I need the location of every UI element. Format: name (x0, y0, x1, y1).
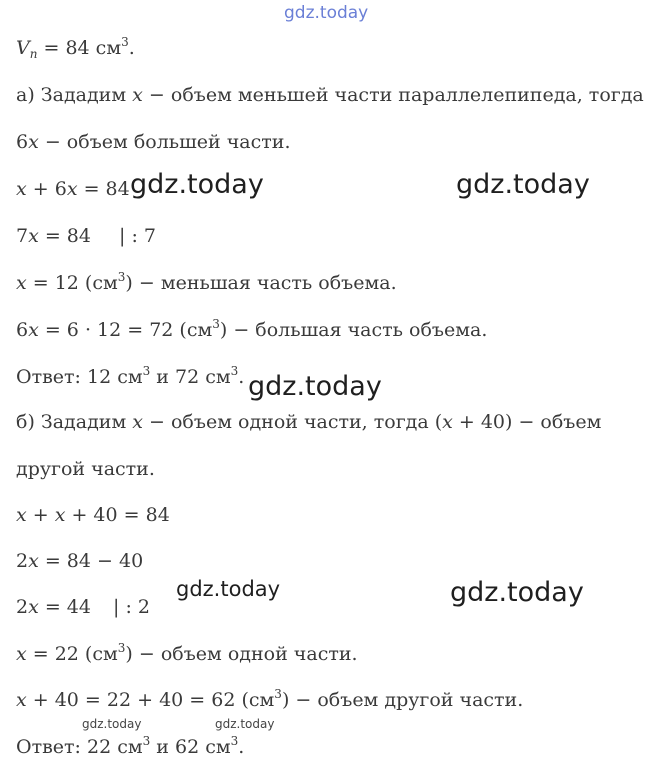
var-x: x (28, 596, 39, 618)
exponent: 3 (274, 687, 282, 701)
watermark-5: gdz.today (450, 577, 584, 608)
text: = 84 (38, 225, 91, 247)
var-x: x (16, 272, 27, 294)
exponent: 3 (121, 35, 129, 49)
equation-line-4 (16, 549, 143, 573)
divider-bar: | (113, 596, 120, 618)
text: ) − объем одной части. (125, 643, 358, 665)
exponent: 3 (230, 734, 239, 748)
text: + 40) − объем (452, 411, 602, 433)
coef: 6 (16, 319, 29, 341)
equation-line-1 (16, 177, 130, 201)
volume-given-line (16, 36, 135, 60)
period: . (238, 366, 245, 388)
text: = 22 (см (26, 643, 118, 665)
period: . (128, 37, 135, 59)
coef: 2 (16, 596, 29, 618)
watermark-7: gdz.today (215, 717, 275, 731)
text: = 12 (см (26, 272, 118, 294)
watermark-top: gdz.today (284, 3, 369, 23)
equation-line-2 (16, 224, 156, 248)
var-x: x (66, 178, 78, 200)
text: = 6 · 12 = 72 (см (38, 319, 213, 341)
text: и 62 см (150, 736, 231, 758)
var-x: x (132, 411, 143, 433)
exponent: 3 (142, 734, 151, 748)
text: − объем меньшей части параллелепипеда, тогда (142, 84, 644, 106)
exponent: 3 (142, 364, 151, 378)
text: + 40 = 22 + 40 = 62 (см (26, 689, 275, 711)
var-x: x (16, 504, 27, 526)
text: + 40 = 84 (65, 504, 170, 526)
coef: 7 (16, 225, 29, 247)
text: + 6 (26, 178, 67, 200)
var-v: V (16, 37, 30, 59)
var-x: x (28, 131, 39, 153)
text: и 72 см (150, 366, 231, 388)
coef: 6 (16, 131, 29, 153)
divisor: : 2 (119, 596, 150, 618)
text: + (26, 504, 55, 526)
answer-b-line (16, 735, 244, 759)
text: ) − меньшая часть объема. (125, 272, 397, 294)
var-x: x (28, 550, 39, 572)
text: другой части. (16, 458, 155, 480)
text: − объем одной части, тогда ( (142, 411, 443, 433)
subscript-n: n (29, 47, 38, 61)
other-part-line (16, 688, 523, 712)
divisor: : 7 (125, 225, 156, 247)
watermark-2: gdz.today (456, 169, 590, 200)
larger-part-line (16, 318, 487, 342)
text: = 44 (38, 596, 91, 618)
text: б) Зададим (16, 411, 133, 433)
equation-line-3 (16, 503, 170, 527)
equation-line-5 (16, 595, 150, 619)
period: . (238, 736, 245, 758)
exponent: 3 (230, 364, 239, 378)
var-x: x (132, 84, 143, 106)
text: Ответ: 12 см (16, 366, 143, 388)
watermark-6: gdz.today (82, 717, 142, 731)
one-part-line (16, 642, 358, 666)
divider-bar: | (119, 225, 126, 247)
exponent: 3 (117, 641, 126, 655)
part-b-intro-line (16, 410, 601, 434)
var-x: x (28, 225, 39, 247)
coef: 2 (16, 550, 29, 572)
var-x: x (54, 504, 66, 526)
watermark-4: gdz.today (176, 577, 281, 601)
text: − объем большей части. (38, 131, 291, 153)
answer-a-line (16, 365, 244, 389)
part-b-other-line (16, 457, 155, 481)
part-a-intro-line (16, 83, 644, 107)
watermark-3: gdz.today (248, 371, 382, 402)
var-x: x (442, 411, 453, 433)
text: ) − объем другой части. (281, 689, 524, 711)
exponent: 3 (117, 270, 126, 284)
text: = 84 (77, 178, 130, 200)
text: а) Зададим (16, 84, 133, 106)
value: = 84 см (37, 37, 122, 59)
watermark-1: gdz.today (130, 169, 264, 200)
var-x: x (16, 178, 27, 200)
var-x: x (28, 319, 39, 341)
text: = 84 − 40 (38, 550, 144, 572)
text: Ответ: 22 см (16, 736, 143, 758)
var-x: x (16, 643, 27, 665)
exponent: 3 (212, 317, 220, 331)
var-x: x (16, 689, 27, 711)
text: ) − большая часть объема. (219, 319, 488, 341)
part-a-larger-line (16, 130, 291, 154)
smaller-part-line (16, 271, 397, 295)
